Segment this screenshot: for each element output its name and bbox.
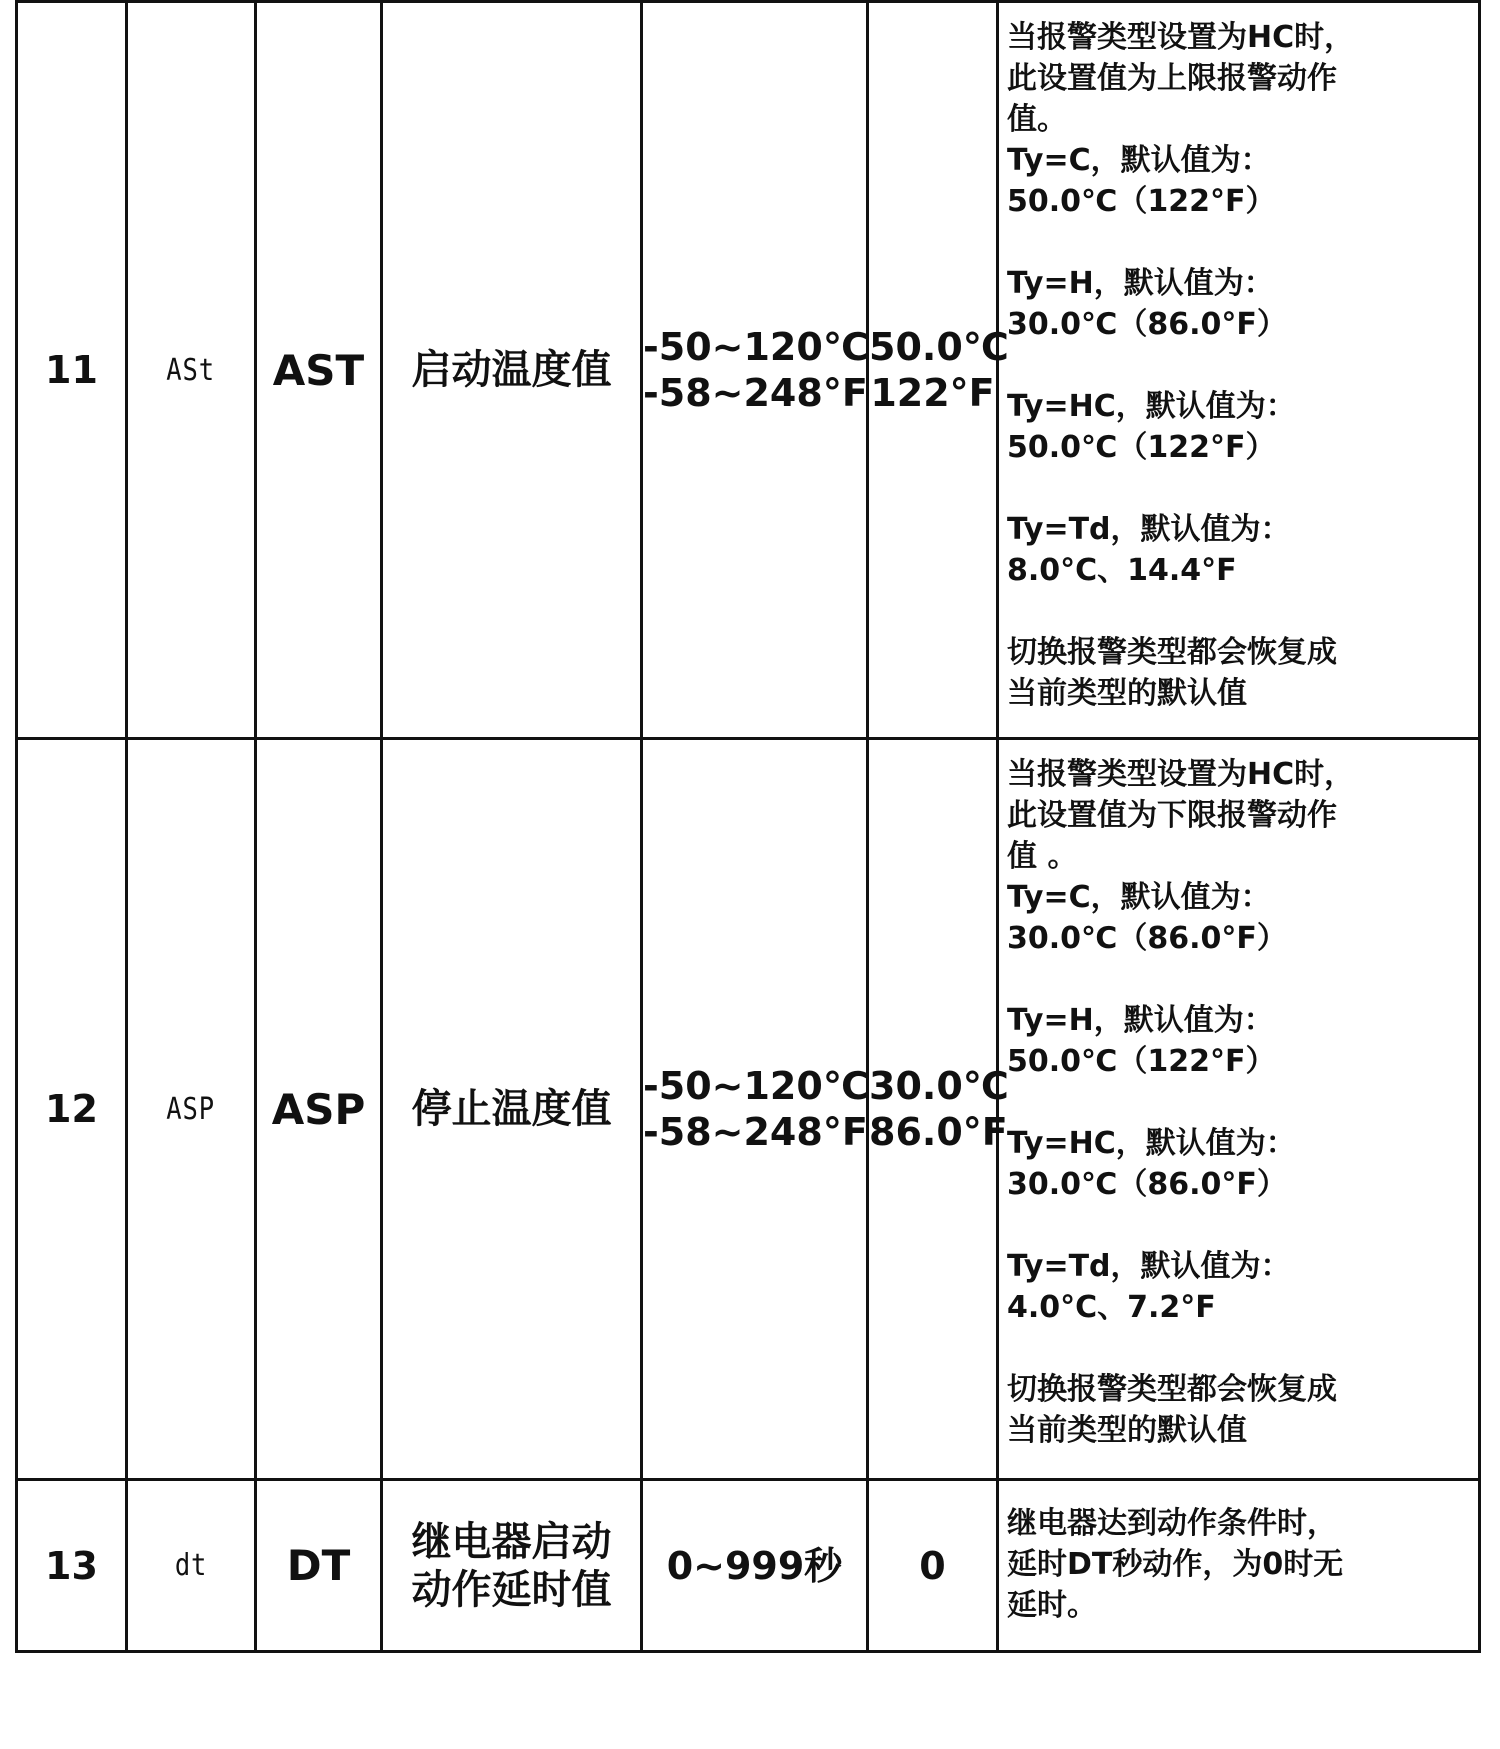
param-description-cell <box>998 2 1480 739</box>
param-name: 停止温度值 <box>411 1086 612 1132</box>
range-celsius: -50~120℃ <box>643 1064 869 1108</box>
default-value: 0 <box>919 1543 946 1588</box>
description-gap <box>1007 222 1470 263</box>
description-line: 30.0℃（86.0°F） <box>1007 921 1287 956</box>
param-name-cell <box>382 739 642 1480</box>
param-default-cell <box>868 2 1009 739</box>
description-gap <box>1007 345 1470 386</box>
description-line: 切换报警类型都会恢复成 <box>1007 635 1337 670</box>
table-row <box>17 1480 1480 1652</box>
param-code-cell <box>256 1480 382 1652</box>
default-celsius: 50.0℃ <box>869 325 1009 369</box>
param-range-cell <box>642 2 868 739</box>
description-line: 50.0℃（122°F） <box>1007 430 1276 465</box>
lcd-symbol: dt <box>174 1548 208 1583</box>
table-row <box>17 739 1480 1480</box>
description-line: Ty=C，默认值为： <box>1007 880 1271 915</box>
range-celsius: -50~120℃ <box>643 325 869 369</box>
description-line: 切换报警类型都会恢复成 <box>1007 1372 1337 1407</box>
description-line: 值。 <box>1007 102 1067 137</box>
description-line: 此设置值为上限报警动作 <box>1007 61 1337 96</box>
description-line: 当前类型的默认值 <box>1007 676 1247 711</box>
description-line: Ty=C，默认值为： <box>1007 143 1271 178</box>
param-code: DT <box>286 1541 351 1590</box>
description-line: 值 。 <box>1007 839 1078 874</box>
param-number-cell <box>17 1480 127 1652</box>
param-description-cell <box>998 1480 1480 1652</box>
param-default-cell <box>868 739 1009 1480</box>
param-name: 启动温度值 <box>411 347 612 393</box>
table-row <box>17 2 1480 739</box>
default-fahrenheit: 122°F <box>870 371 995 415</box>
param-code-cell <box>256 2 382 739</box>
param-default-cell <box>868 1480 998 1652</box>
param-code: ASP <box>271 1084 366 1134</box>
description-gap <box>1007 1205 1470 1246</box>
description-gap <box>1007 1082 1470 1123</box>
description-line: 当报警类型设置为HC时， <box>1007 757 1355 792</box>
param-description-cell <box>998 739 1480 1480</box>
description-line: 当报警类型设置为HC时， <box>1007 20 1355 55</box>
description-gap <box>1007 959 1470 1000</box>
range-seconds: 0~999秒 <box>666 1543 843 1588</box>
lcd-symbol: ASt <box>166 352 216 388</box>
description-gap <box>1007 591 1470 632</box>
param-code: AST <box>272 345 365 395</box>
description-line: 延时DT秒动作，为0时无 <box>1007 1547 1344 1582</box>
description-line: Ty=HC，默认值为： <box>1007 1126 1296 1161</box>
range-fahrenheit: -58~248°F <box>643 371 868 415</box>
description-line: Ty=HC，默认值为： <box>1007 389 1296 424</box>
lcd-symbol: ASP <box>166 1091 216 1127</box>
description-line: Ty=H，默认值为： <box>1007 266 1274 301</box>
param-code-cell <box>256 739 382 1480</box>
description-gap <box>1007 1328 1470 1369</box>
param-range-cell <box>642 739 868 1480</box>
lcd-symbol-cell <box>127 2 256 739</box>
description-line: 50.0℃（122°F） <box>1007 184 1276 219</box>
param-name-line: 继电器启动 <box>411 1518 612 1565</box>
lcd-symbol-cell <box>127 1480 256 1652</box>
param-number-cell <box>17 2 127 739</box>
param-number: 13 <box>45 1543 98 1588</box>
param-name-cell <box>382 1480 642 1652</box>
param-number: 12 <box>45 1087 98 1131</box>
description-line: 4.0°C、7.2°F <box>1007 1290 1216 1325</box>
lcd-symbol-cell <box>127 739 256 1480</box>
description-line: Ty=Td，默认值为： <box>1007 512 1291 547</box>
parameter-table <box>15 0 1481 1653</box>
param-number: 11 <box>45 348 98 392</box>
default-celsius: 30.0℃ <box>869 1064 1009 1108</box>
param-number-cell <box>17 739 127 1480</box>
description-line: Ty=Td，默认值为： <box>1007 1249 1291 1284</box>
param-name-cell <box>382 2 642 739</box>
description-line: 当前类型的默认值 <box>1007 1413 1247 1448</box>
description-line: 延时。 <box>1007 1588 1097 1623</box>
description-line: 8.0°C、14.4°F <box>1007 553 1237 588</box>
param-name-line: 动作延时值 <box>411 1566 612 1613</box>
range-fahrenheit: -58~248°F <box>643 1110 868 1154</box>
description-line: Ty=H，默认值为： <box>1007 1003 1274 1038</box>
description-gap <box>1007 468 1470 509</box>
param-range-cell <box>642 1480 868 1652</box>
description-line: 30.0℃（86.0°F） <box>1007 307 1287 342</box>
description-line: 50.0℃（122°F） <box>1007 1044 1276 1079</box>
description-line: 继电器达到动作条件时， <box>1007 1506 1337 1541</box>
description-line: 30.0℃（86.0°F） <box>1007 1167 1287 1202</box>
default-fahrenheit: 86.0°F <box>869 1110 1008 1154</box>
description-line: 此设置值为下限报警动作 <box>1007 798 1337 833</box>
